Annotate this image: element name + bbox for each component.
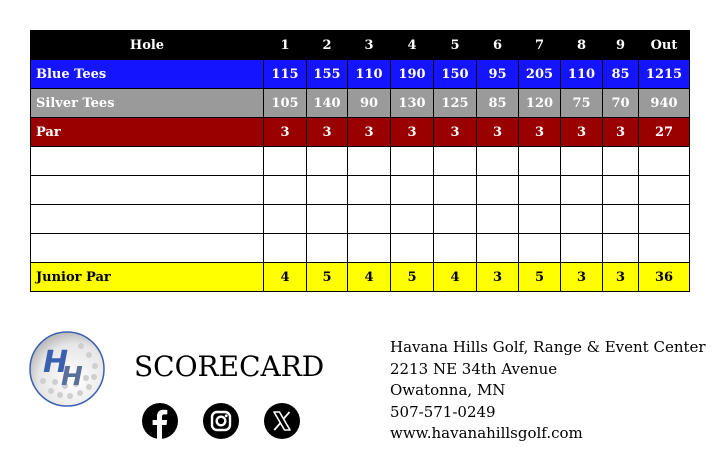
yardage-cell: 150: [434, 60, 477, 89]
score-cell[interactable]: [434, 205, 477, 234]
score-cell[interactable]: [348, 234, 391, 263]
par-cell: 5: [307, 263, 348, 292]
total-cell: 1215: [639, 60, 690, 89]
score-cell[interactable]: [519, 205, 561, 234]
street-address: 2213 NE 34th Avenue: [390, 359, 558, 378]
yardage-cell: 110: [348, 60, 391, 89]
hole-number: 9: [603, 31, 639, 60]
score-cell[interactable]: [561, 176, 603, 205]
player-row[interactable]: [31, 147, 690, 176]
player-name-cell[interactable]: [31, 176, 264, 205]
total-cell[interactable]: [639, 234, 690, 263]
player-row[interactable]: [31, 234, 690, 263]
par-cell: 3: [477, 118, 519, 147]
svg-text:H: H: [43, 345, 69, 380]
score-cell[interactable]: [519, 176, 561, 205]
yardage-cell: 70: [603, 89, 639, 118]
scorecard-title: SCORECARD: [134, 350, 325, 383]
total-cell: 27: [639, 118, 690, 147]
par-cell: 4: [348, 263, 391, 292]
website-link[interactable]: www.havanahillsgolf.com: [390, 424, 583, 443]
par-cell: 3: [307, 118, 348, 147]
header-label: Hole: [31, 31, 264, 60]
score-cell[interactable]: [348, 147, 391, 176]
score-cell[interactable]: [561, 234, 603, 263]
yardage-cell: 85: [477, 89, 519, 118]
score-cell[interactable]: [477, 205, 519, 234]
golf-ball-logo: [29, 331, 105, 407]
score-cell[interactable]: [307, 147, 348, 176]
score-cell[interactable]: [603, 147, 639, 176]
yardage-cell: 130: [391, 89, 434, 118]
par-cell: 5: [519, 263, 561, 292]
yardage-cell: 105: [264, 89, 307, 118]
yardage-cell: 140: [307, 89, 348, 118]
score-cell[interactable]: [307, 234, 348, 263]
score-cell[interactable]: [307, 176, 348, 205]
instagram-icon[interactable]: [203, 403, 239, 439]
score-cell[interactable]: [603, 205, 639, 234]
junior-par-row: [31, 263, 690, 292]
hole-number: 8: [561, 31, 603, 60]
x-icon[interactable]: [264, 403, 300, 439]
blue-tees-row: [31, 60, 690, 89]
hole-number: 2: [307, 31, 348, 60]
par-row: [31, 118, 690, 147]
hole-number: 5: [434, 31, 477, 60]
facebook-icon[interactable]: [142, 403, 178, 439]
score-cell[interactable]: [434, 234, 477, 263]
score-cell[interactable]: [391, 176, 434, 205]
score-cell[interactable]: [264, 205, 307, 234]
player-name-cell[interactable]: [31, 234, 264, 263]
yardage-cell: 190: [391, 60, 434, 89]
total-cell: 940: [639, 89, 690, 118]
row-label: Par: [31, 118, 264, 147]
header-row: [31, 31, 690, 60]
score-cell[interactable]: [561, 147, 603, 176]
yardage-cell: 90: [348, 89, 391, 118]
row-label: Silver Tees: [31, 89, 264, 118]
score-cell[interactable]: [603, 176, 639, 205]
par-cell: 3: [434, 118, 477, 147]
score-cell[interactable]: [434, 176, 477, 205]
par-cell: 3: [348, 118, 391, 147]
score-cell[interactable]: [348, 176, 391, 205]
par-cell: 5: [391, 263, 434, 292]
score-cell[interactable]: [264, 234, 307, 263]
score-cell[interactable]: [519, 234, 561, 263]
par-cell: 3: [603, 263, 639, 292]
par-cell: 3: [264, 118, 307, 147]
par-cell: 3: [391, 118, 434, 147]
score-cell[interactable]: [264, 147, 307, 176]
score-cell[interactable]: [477, 147, 519, 176]
hole-number: 7: [519, 31, 561, 60]
phone-number: 507-571-0249: [390, 402, 496, 421]
row-label: Junior Par: [31, 263, 264, 292]
total-cell[interactable]: [639, 205, 690, 234]
total-cell[interactable]: [639, 176, 690, 205]
score-cell[interactable]: [434, 147, 477, 176]
par-cell: 3: [477, 263, 519, 292]
yardage-cell: 85: [603, 60, 639, 89]
score-cell[interactable]: [348, 205, 391, 234]
total-cell: 36: [639, 263, 690, 292]
player-row[interactable]: [31, 205, 690, 234]
hole-number: 4: [391, 31, 434, 60]
par-cell: 3: [561, 263, 603, 292]
par-cell: 4: [434, 263, 477, 292]
hole-number: 6: [477, 31, 519, 60]
score-cell[interactable]: [561, 205, 603, 234]
player-name-cell[interactable]: [31, 205, 264, 234]
yardage-cell: 115: [264, 60, 307, 89]
city-state: Owatonna, MN: [390, 381, 506, 400]
out-header: Out: [639, 31, 690, 60]
par-cell: 3: [561, 118, 603, 147]
player-row[interactable]: [31, 176, 690, 205]
row-label: Blue Tees: [31, 60, 264, 89]
score-cell[interactable]: [603, 234, 639, 263]
score-cell[interactable]: [391, 205, 434, 234]
yardage-cell: 95: [477, 60, 519, 89]
hole-number: 1: [264, 31, 307, 60]
score-cell[interactable]: [307, 205, 348, 234]
par-cell: 4: [264, 263, 307, 292]
silver-tees-row: [31, 89, 690, 118]
scorecard-table: [30, 30, 690, 292]
yardage-cell: 125: [434, 89, 477, 118]
par-cell: 3: [519, 118, 561, 147]
yardage-cell: 75: [561, 89, 603, 118]
hole-number: 3: [348, 31, 391, 60]
score-cell[interactable]: [519, 147, 561, 176]
svg-text:H: H: [61, 362, 83, 392]
contact-info: [390, 337, 706, 445]
player-name-cell[interactable]: [31, 147, 264, 176]
score-cell[interactable]: [477, 176, 519, 205]
yardage-cell: 205: [519, 60, 561, 89]
total-cell[interactable]: [639, 147, 690, 176]
yardage-cell: 110: [561, 60, 603, 89]
score-cell[interactable]: [477, 234, 519, 263]
business-name: Havana Hills Golf, Range & Event Center: [390, 338, 706, 356]
par-cell: 3: [603, 118, 639, 147]
yardage-cell: 120: [519, 89, 561, 118]
score-cell[interactable]: [391, 234, 434, 263]
yardage-cell: 155: [307, 60, 348, 89]
score-cell[interactable]: [391, 147, 434, 176]
score-cell[interactable]: [264, 176, 307, 205]
